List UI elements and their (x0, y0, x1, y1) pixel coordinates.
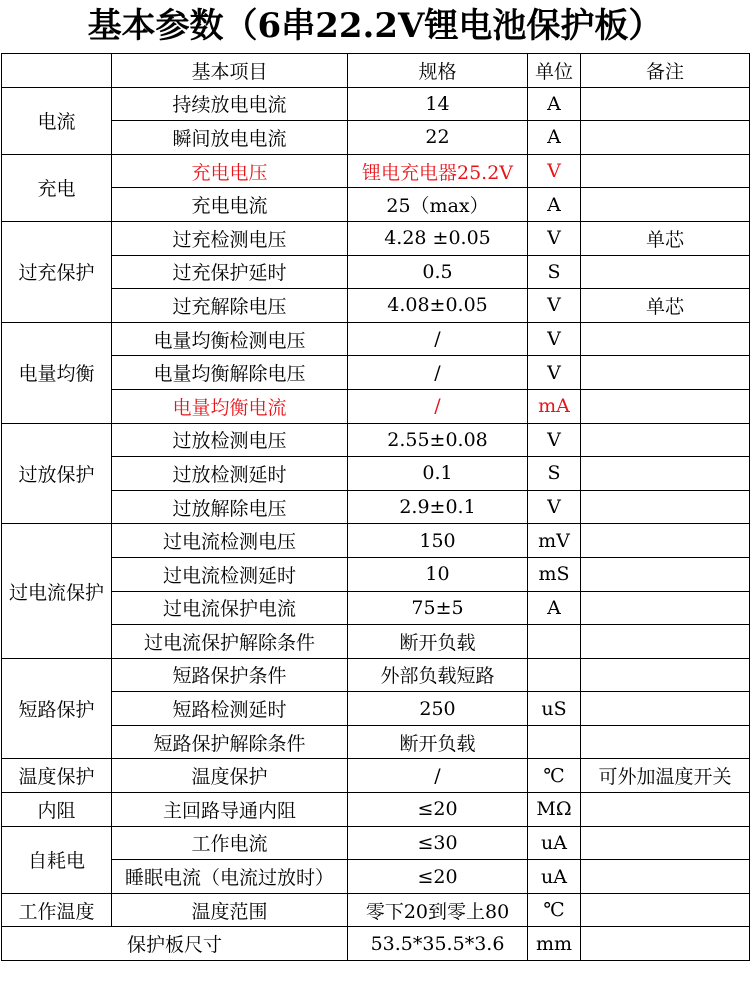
group-overcharge: 过充保护 (2, 221, 112, 322)
row-item: 短路保护条件 (112, 658, 348, 692)
table-row (2, 154, 750, 188)
page-title: 基本参数（6串22.2V锂电池保护板） (87, 6, 663, 46)
row-note (581, 725, 750, 759)
row-spec: 外部负载短路 (348, 658, 528, 692)
table-row (2, 423, 750, 457)
row-note (581, 389, 750, 423)
header-unit: 单位 (528, 54, 581, 88)
group-charge: 充电 (2, 154, 112, 221)
row-unit: uS (528, 692, 581, 726)
row-spec: 25（max） (348, 188, 528, 222)
row-item-highlight: 充电电压 (112, 154, 348, 188)
row-spec: 150 (348, 524, 528, 558)
row-item: 过充解除电压 (112, 289, 348, 323)
table-row (2, 725, 750, 759)
table-row (2, 591, 750, 625)
row-note: 单芯 (581, 221, 750, 255)
board-size-label: 保护板尺寸 (2, 927, 348, 961)
row-note (581, 490, 750, 524)
row-spec: 14 (348, 87, 528, 121)
row-item: 过充检测电压 (112, 221, 348, 255)
row-note (581, 793, 750, 827)
row-unit: A (528, 188, 581, 222)
row-item: 短路保护解除条件 (112, 725, 348, 759)
row-spec: ≤30 (348, 826, 528, 860)
row-note (581, 356, 750, 390)
group-overdischarge: 过放保护 (2, 423, 112, 524)
row-note (581, 591, 750, 625)
table-row (2, 322, 750, 356)
group-current: 电流 (2, 87, 112, 154)
table-row (2, 356, 750, 390)
table-row (2, 658, 750, 692)
row-note (581, 658, 750, 692)
row-unit: A (528, 87, 581, 121)
row-note (581, 692, 750, 726)
table-row (2, 625, 750, 659)
row-unit (528, 725, 581, 759)
row-unit (528, 658, 581, 692)
row-item: 电量均衡解除电压 (112, 356, 348, 390)
row-item: 电量均衡检测电压 (112, 322, 348, 356)
row-unit: S (528, 457, 581, 491)
row-unit: V (528, 490, 581, 524)
table-row (2, 121, 750, 155)
row-spec: 4.08±0.05 (348, 289, 528, 323)
table-row (2, 893, 750, 927)
row-spec: 75±5 (348, 591, 528, 625)
row-item: 温度范围 (112, 893, 348, 927)
table-row (2, 457, 750, 491)
group-resistance: 内阻 (2, 793, 112, 827)
row-unit: A (528, 591, 581, 625)
row-item: 持续放电电流 (112, 87, 348, 121)
row-note (581, 557, 750, 591)
row-spec: 2.55±0.08 (348, 423, 528, 457)
row-unit: MΩ (528, 793, 581, 827)
row-spec: ≤20 (348, 793, 528, 827)
row-note (581, 826, 750, 860)
row-unit: V (528, 221, 581, 255)
row-unit: A (528, 121, 581, 155)
row-note: 可外加温度开关 (581, 759, 750, 793)
row-item: 过电流保护电流 (112, 591, 348, 625)
row-note (581, 423, 750, 457)
row-note: 单芯 (581, 289, 750, 323)
row-item: 主回路导通内阻 (112, 793, 348, 827)
row-note (581, 322, 750, 356)
row-spec: 10 (348, 557, 528, 591)
table-row (2, 188, 750, 222)
row-note (581, 255, 750, 289)
row-note (581, 457, 750, 491)
row-unit: ℃ (528, 893, 581, 927)
group-balance: 电量均衡 (2, 322, 112, 423)
group-overcurrent: 过电流保护 (2, 524, 112, 658)
row-note (581, 625, 750, 659)
table-row (2, 255, 750, 289)
row-note (581, 154, 750, 188)
row-spec: / (348, 356, 528, 390)
table-row (2, 490, 750, 524)
row-unit: ℃ (528, 759, 581, 793)
row-unit-highlight: V (528, 154, 581, 188)
table-row (2, 793, 750, 827)
row-item: 温度保护 (112, 759, 348, 793)
row-unit: V (528, 289, 581, 323)
board-size-spec: 53.5*35.5*3.6 (348, 927, 528, 961)
row-spec: 零下20到零上80 (348, 893, 528, 927)
row-item: 过放检测延时 (112, 457, 348, 491)
group-self-consumption: 自耗电 (2, 826, 112, 893)
row-item: 过电流检测电压 (112, 524, 348, 558)
row-spec: ≤20 (348, 860, 528, 894)
row-item: 短路检测延时 (112, 692, 348, 726)
row-unit: V (528, 356, 581, 390)
table-row (2, 692, 750, 726)
row-spec: 断开负载 (348, 625, 528, 659)
table-row (2, 557, 750, 591)
row-spec: 断开负载 (348, 725, 528, 759)
table-row (2, 860, 750, 894)
row-note (581, 121, 750, 155)
board-size-unit: mm (528, 927, 581, 961)
row-item: 瞬间放电电流 (112, 121, 348, 155)
row-item-highlight: 电量均衡电流 (112, 389, 348, 423)
row-spec: 0.1 (348, 457, 528, 491)
row-unit: mS (528, 557, 581, 591)
table-row (2, 826, 750, 860)
header-category (2, 54, 112, 88)
row-unit: V (528, 322, 581, 356)
row-item: 睡眠电流（电流过放时） (112, 860, 348, 894)
row-unit: V (528, 423, 581, 457)
row-spec: 2.9±0.1 (348, 490, 528, 524)
row-note (581, 893, 750, 927)
table-row (2, 289, 750, 323)
row-unit: uA (528, 826, 581, 860)
header-note: 备注 (581, 54, 750, 88)
row-unit: uA (528, 860, 581, 894)
group-temp-protect: 温度保护 (2, 759, 112, 793)
row-note (581, 860, 750, 894)
row-unit (528, 625, 581, 659)
group-short-circuit: 短路保护 (2, 658, 112, 759)
header-item: 基本项目 (112, 54, 348, 88)
row-spec-highlight: 锂电充电器25.2V (348, 154, 528, 188)
row-item: 过电流检测延时 (112, 557, 348, 591)
header-row (2, 54, 750, 88)
row-note (581, 524, 750, 558)
row-unit: S (528, 255, 581, 289)
row-spec: 0.5 (348, 255, 528, 289)
table-row (2, 389, 750, 423)
table-row (2, 524, 750, 558)
row-spec: / (348, 322, 528, 356)
row-item: 过放检测电压 (112, 423, 348, 457)
row-spec: 22 (348, 121, 528, 155)
row-unit: mV (528, 524, 581, 558)
row-note (581, 87, 750, 121)
row-item: 工作电流 (112, 826, 348, 860)
table-row (2, 927, 750, 961)
row-item: 充电电流 (112, 188, 348, 222)
table-row (2, 221, 750, 255)
spec-table (1, 53, 750, 961)
table-row (2, 759, 750, 793)
table-row (2, 87, 750, 121)
row-spec: 4.28 ±0.05 (348, 221, 528, 255)
header-spec: 规格 (348, 54, 528, 88)
row-spec-highlight: / (348, 389, 528, 423)
row-item: 过放解除电压 (112, 490, 348, 524)
row-spec: 250 (348, 692, 528, 726)
row-item: 过电流保护解除条件 (112, 625, 348, 659)
group-work-temp: 工作温度 (2, 893, 112, 927)
row-unit-highlight: mA (528, 389, 581, 423)
row-spec: / (348, 759, 528, 793)
row-note (581, 188, 750, 222)
board-size-note (581, 927, 750, 961)
row-item: 过充保护延时 (112, 255, 348, 289)
